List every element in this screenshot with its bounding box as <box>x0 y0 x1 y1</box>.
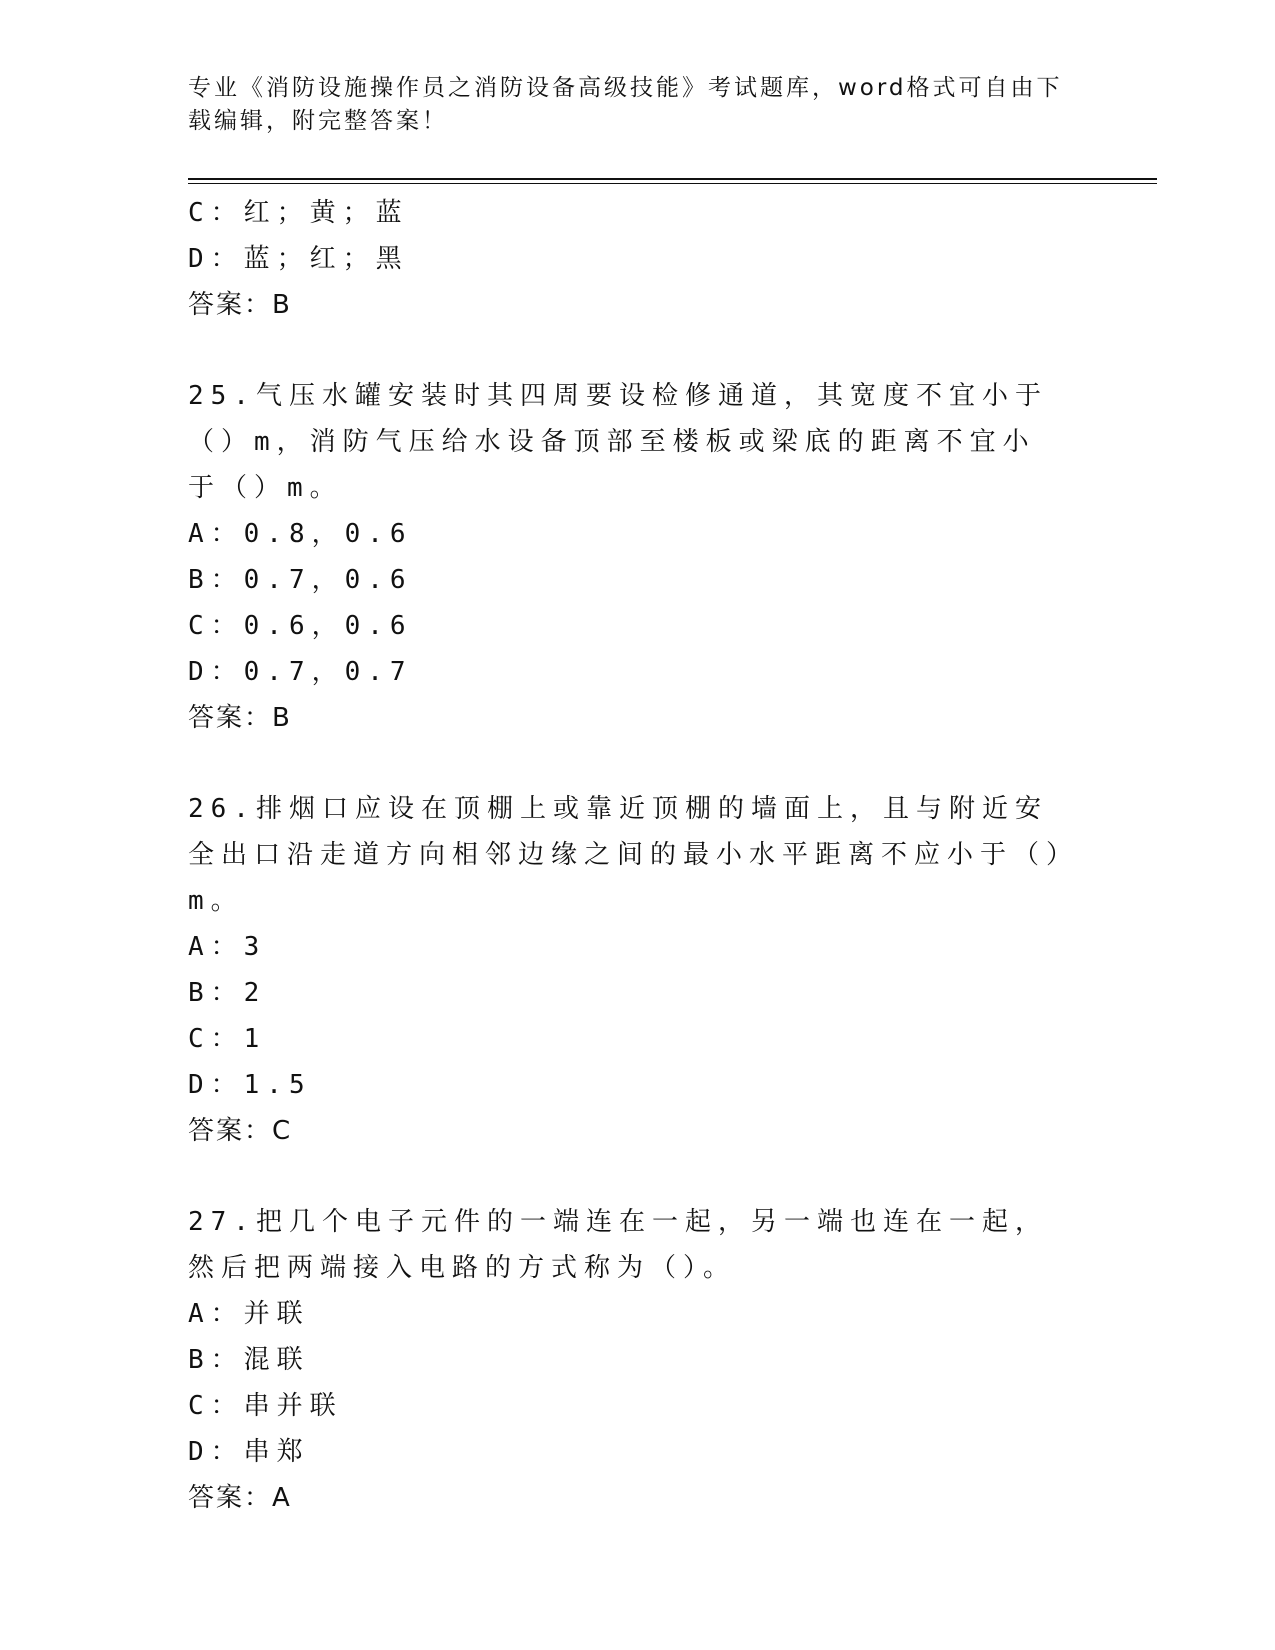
option-d: D：串郑 <box>188 1437 310 1467</box>
option-d: D：0.7，0.7 <box>188 657 413 687</box>
answer-line: 答案：B <box>188 703 292 733</box>
option-b: B：混联 <box>188 1345 310 1375</box>
answer-line: 答案：C <box>188 1116 293 1146</box>
prev-question <box>188 190 1088 328</box>
option-b: B：0.7，0.6 <box>188 565 413 595</box>
option-a: A：3 <box>188 932 267 962</box>
question-25 <box>188 373 1088 741</box>
spacer <box>188 328 1088 373</box>
option-d: D：1.5 <box>188 1070 312 1100</box>
option-a: A：并联 <box>188 1299 310 1329</box>
document-header: 专业《消防设施操作员之消防设备高级技能》考试题库，word格式可自由下载编辑，附完整答案！ <box>188 75 1063 134</box>
question-text: 26.排烟口应设在顶棚上或靠近顶棚的墙面上，且与附近安全出口沿走道方向相邻边缘之间的最小水平距离不应小于（）m。 <box>188 794 1067 916</box>
option-c: C：0.6，0.6 <box>188 611 413 641</box>
option-c: C：1 <box>188 1024 267 1054</box>
question-text: 25.气压水罐安装时其四周要设检修通道，其宽度不宜小于（）m，消防气压给水设备顶部至楼板或梁底的距离不宜小于（）m。 <box>188 381 1048 503</box>
header-divider <box>188 178 1157 180</box>
answer-line: 答案：A <box>188 1483 292 1513</box>
answer-line: 答案：B <box>188 290 292 320</box>
spacer <box>188 741 1088 786</box>
option-a: A：0.8，0.6 <box>188 519 413 549</box>
option-c: C：串并联 <box>188 1391 343 1421</box>
question-27 <box>188 1199 1088 1521</box>
header-divider-thin <box>188 183 1157 184</box>
question-content <box>188 190 1088 1521</box>
question-text: 27.把几个电子元件的一端连在一起，另一端也连在一起，然后把两端接入电路的方式称为（）。 <box>188 1207 1048 1283</box>
question-26 <box>188 786 1088 1154</box>
spacer <box>188 1154 1088 1199</box>
option-b: B：2 <box>188 978 267 1008</box>
option-c: C：红；黄；蓝 <box>188 198 409 228</box>
option-d: D：蓝；红；黑 <box>188 244 409 274</box>
